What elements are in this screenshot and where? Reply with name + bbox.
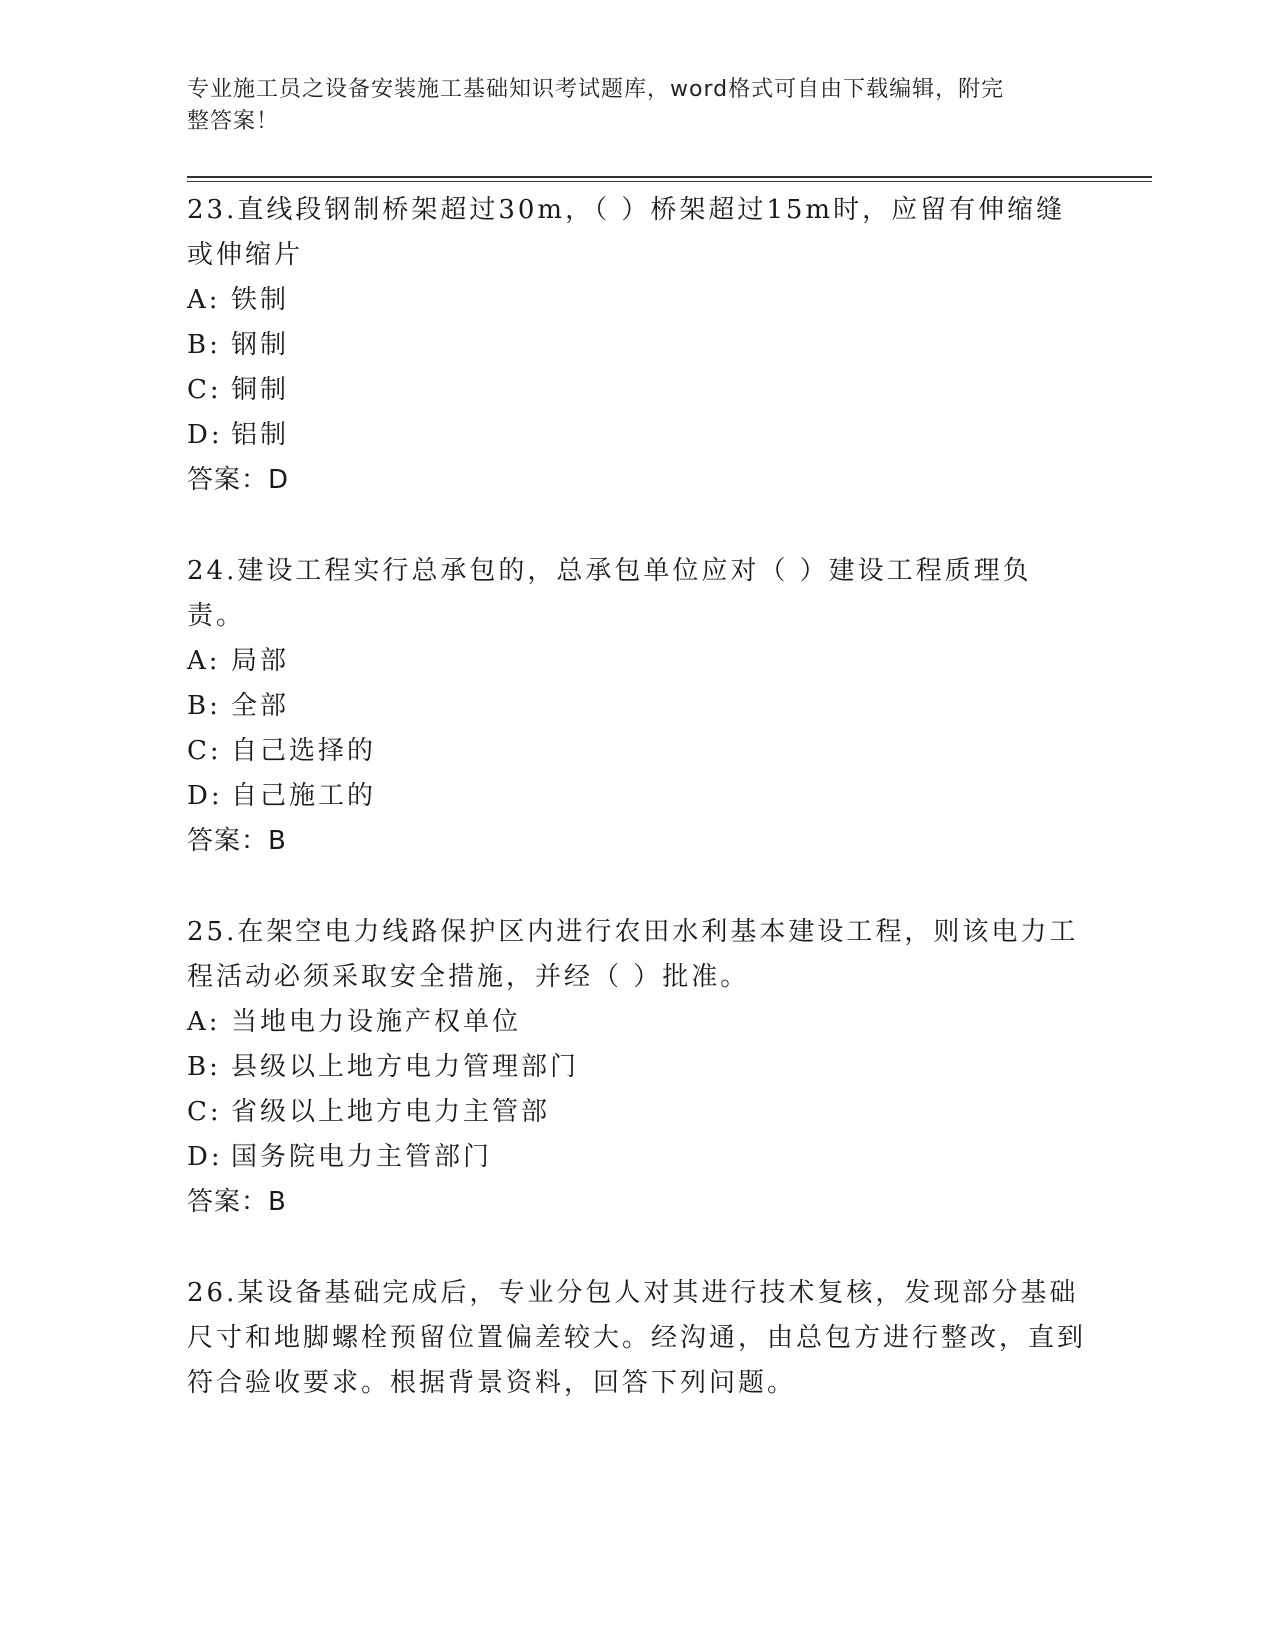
option-letter: D: xyxy=(187,420,223,450)
option-letter: C: xyxy=(187,736,222,766)
option-c xyxy=(187,1090,1087,1135)
option-text: 国务院电力主管部门 xyxy=(231,1142,493,1172)
question-stem: 23.直线段钢制桥架超过30m，（ ）桥架超过15m时，应留有伸缩缝或伸缩片 xyxy=(187,195,1066,270)
option-d xyxy=(187,1135,1087,1180)
option-letter: D: xyxy=(187,1142,223,1172)
option-letter: A: xyxy=(187,1007,221,1037)
option-c xyxy=(187,729,1087,774)
option-letter: A: xyxy=(187,285,221,315)
option-text: 自己选择的 xyxy=(231,736,377,766)
option-text: 省级以上地方电力主管部 xyxy=(231,1097,551,1127)
option-c xyxy=(187,368,1087,413)
option-text: 当地电力设施产权单位 xyxy=(231,1007,522,1037)
option-text: 全部 xyxy=(231,691,290,721)
option-text: 铜制 xyxy=(231,375,290,405)
question-stem: 25.在架空电力线路保护区内进行农田水利基本建设工程，则该电力工程活动必须采取安全措施，并经（ ）批准。 xyxy=(187,917,1079,992)
option-letter: B: xyxy=(187,330,221,360)
header-divider-thick xyxy=(187,176,1152,178)
option-a xyxy=(187,278,1087,323)
option-a xyxy=(187,1000,1087,1045)
header-line-2: 整答案！ xyxy=(187,109,280,134)
option-text: 县级以上地方电力管理部门 xyxy=(231,1052,580,1082)
question-24 xyxy=(187,549,1087,864)
option-b xyxy=(187,1045,1087,1090)
answer-line: 答案：B xyxy=(187,826,287,856)
option-text: 铁制 xyxy=(231,285,290,315)
header-divider-thin xyxy=(187,181,1152,182)
option-b xyxy=(187,323,1087,368)
option-letter: C: xyxy=(187,375,222,405)
header-line-1: 专业施工员之设备安装施工基础知识考试题库，word格式可自由下载编辑，附完 xyxy=(187,77,1005,102)
page-header xyxy=(187,74,1067,138)
option-text: 铝制 xyxy=(231,420,290,450)
option-letter: A: xyxy=(187,646,221,676)
question-26 xyxy=(187,1271,1087,1406)
question-list xyxy=(187,188,1087,1452)
option-d xyxy=(187,413,1087,458)
option-letter: C: xyxy=(187,1097,222,1127)
option-text: 自己施工的 xyxy=(231,781,377,811)
option-letter: D: xyxy=(187,781,223,811)
question-stem: 24.建设工程实行总承包的，总承包单位应对（ ）建设工程质理负责。 xyxy=(187,556,1032,631)
question-23 xyxy=(187,188,1087,503)
option-letter: B: xyxy=(187,1052,221,1082)
question-25 xyxy=(187,910,1087,1225)
answer-line: 答案：B xyxy=(187,1187,287,1217)
option-a xyxy=(187,639,1087,684)
question-stem: 26.某设备基础完成后，专业分包人对其进行技术复核，发现部分基础尺寸和地脚螺栓预留位置偏差较大。经沟通，由总包方进行整改，直到符合验收要求。根据背景资料，回答下列问题。 xyxy=(187,1278,1087,1398)
answer-line: 答案：D xyxy=(187,465,290,495)
option-b xyxy=(187,684,1087,729)
option-text: 钢制 xyxy=(231,330,290,360)
option-d xyxy=(187,774,1087,819)
option-text: 局部 xyxy=(231,646,290,676)
option-letter: B: xyxy=(187,691,221,721)
